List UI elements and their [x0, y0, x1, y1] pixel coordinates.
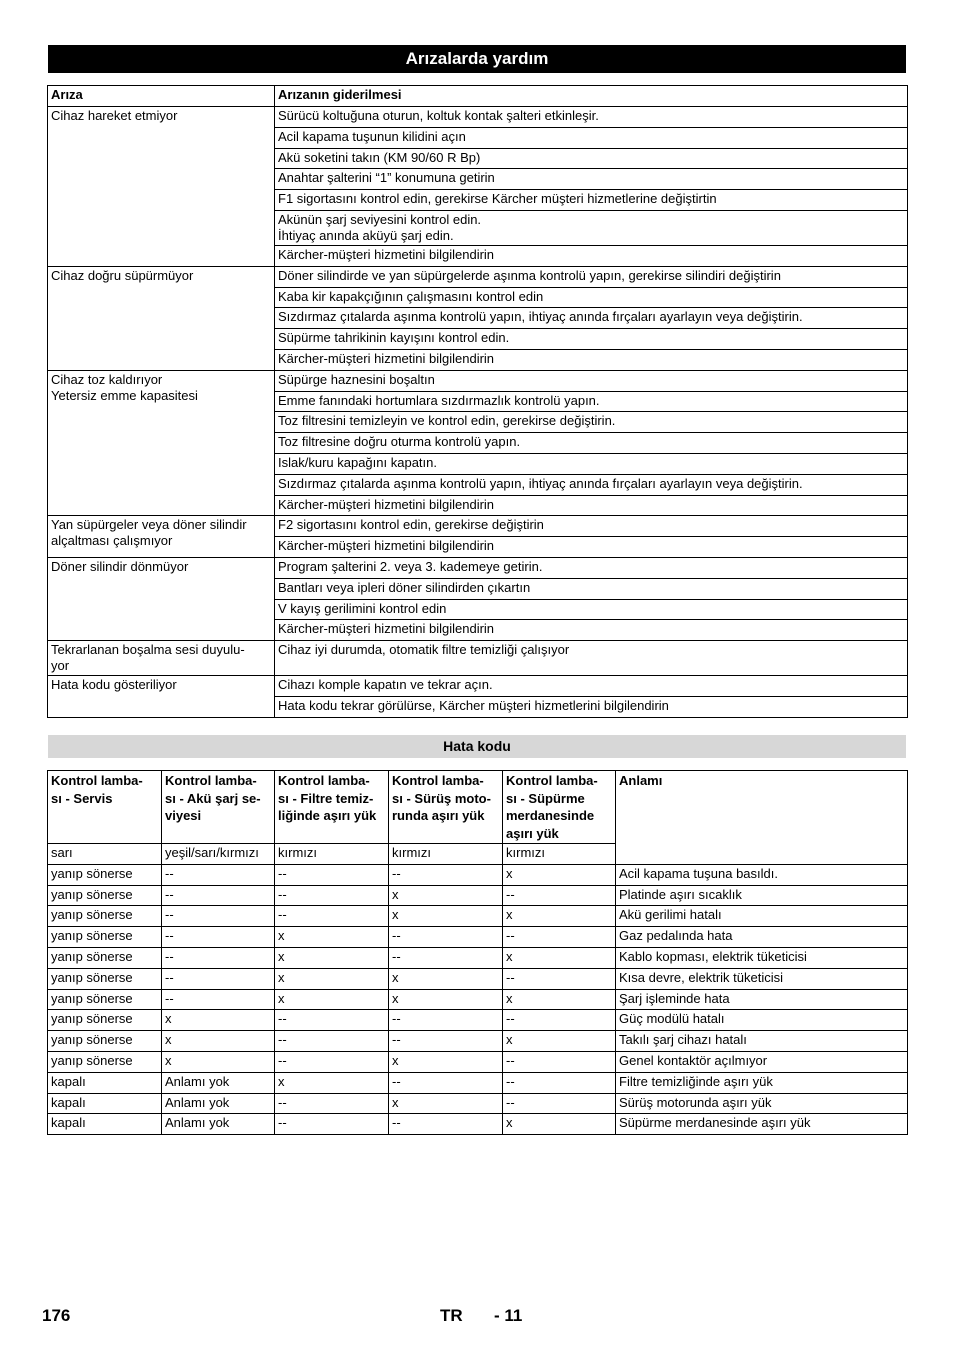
fix-cell: Islak/kuru kapağını kapatın.: [275, 453, 908, 474]
col-header-lamp: Kontrol lamba- sı - Servis: [48, 771, 162, 844]
lamp-state-cell: --: [275, 864, 389, 885]
fix-cell: Toz filtresine doğru oturma kontrolü yapın.: [275, 433, 908, 454]
lamp-state-cell: --: [162, 989, 275, 1010]
lamp-state-cell: --: [389, 1031, 503, 1052]
col-header-lamp: Kontrol lamba- sı - Süpürme merdanesinde aşırı yük: [503, 771, 616, 844]
fix-cell: Akünün şarj seviyesini kontrol edin. İhtiyaç anında aküyü şarj edin.: [275, 210, 908, 245]
lamp-state-cell: x: [275, 989, 389, 1010]
lamp-state-cell: x: [503, 1114, 616, 1135]
fix-cell: Kärcher-müşteri hizmetini bilgilendirin: [275, 537, 908, 558]
table-row: [48, 1093, 908, 1114]
fault-row: [48, 516, 908, 537]
troubleshooting-table: [47, 85, 908, 718]
fix-cell: Kärcher-müşteri hizmetini bilgilendirin: [275, 495, 908, 516]
lamp-color-cell: yeşil/sarı/kırmızı: [162, 844, 275, 865]
meaning-cell: Akü gerilimi hatalı: [616, 906, 908, 927]
lamp-state-cell: --: [275, 1093, 389, 1114]
table-row: [48, 968, 908, 989]
lamp-state-cell: kapalı: [48, 1114, 162, 1135]
fault-row: [48, 266, 908, 287]
fix-cell: Cihazı komple kapatın ve tekrar açın.: [275, 676, 908, 697]
lamp-state-cell: yanıp sönerse: [48, 989, 162, 1010]
lamp-state-cell: x: [162, 1051, 275, 1072]
sub-page-number: - 11: [494, 1306, 523, 1325]
meaning-cell: Güç modülü hatalı: [616, 1010, 908, 1031]
table-row: [48, 1114, 908, 1135]
lamp-state-cell: --: [503, 968, 616, 989]
fault-row: [48, 557, 908, 578]
fault-cell: Döner silindir dönmüyor: [48, 557, 275, 640]
fix-cell: Sızdırmaz çıtalarda aşınma kontrolü yapın, ihtiyaç anında fırçaları ayarlayın veya değiştirin.: [275, 308, 908, 329]
table-row: [48, 1051, 908, 1072]
fix-cell: Bantları veya ipleri döner silindirden çıkartın: [275, 578, 908, 599]
lamp-color-cell: sarı: [48, 844, 162, 865]
col-header-fault: Arıza: [48, 86, 275, 107]
lamp-state-cell: yanıp sönerse: [48, 927, 162, 948]
lamp-state-cell: yanıp sönerse: [48, 906, 162, 927]
lamp-state-cell: --: [275, 1114, 389, 1135]
lamp-state-cell: --: [162, 864, 275, 885]
table-row: [48, 885, 908, 906]
lamp-state-cell: x: [389, 1051, 503, 1072]
page-number: 176: [42, 1306, 71, 1325]
lamp-state-cell: --: [389, 947, 503, 968]
error-code-heading: Hata kodu: [48, 735, 906, 758]
meaning-cell: Genel kontaktör açılmıyor: [616, 1051, 908, 1072]
meaning-cell: Şarj işleminde hata: [616, 989, 908, 1010]
lamp-state-cell: --: [503, 885, 616, 906]
fix-cell: Kärcher-müşteri hizmetini bilgilendirin: [275, 349, 908, 370]
lamp-state-cell: --: [275, 1051, 389, 1072]
lamp-state-cell: x: [162, 1031, 275, 1052]
lamp-state-cell: kapalı: [48, 1072, 162, 1093]
fix-cell: Emme fanındaki hortumlara sızdırmazlık kontrolü yapın.: [275, 391, 908, 412]
fix-cell: Akü soketini takın (KM 90/60 R Bp): [275, 148, 908, 169]
fault-row: [48, 107, 908, 128]
fix-cell: Hata kodu tekrar görülürse, Kärcher müşteri hizmetlerini bilgilendirin: [275, 696, 908, 717]
fault-row: [48, 370, 908, 391]
lamp-state-cell: yanıp sönerse: [48, 947, 162, 968]
fault-row: [48, 641, 908, 676]
fix-cell: Anahtar şalterini “1” konumuna getirin: [275, 169, 908, 190]
lamp-state-cell: x: [275, 927, 389, 948]
lamp-state-cell: x: [389, 906, 503, 927]
lamp-state-cell: --: [275, 1010, 389, 1031]
meaning-cell: Filtre temizliğinde aşırı yük: [616, 1072, 908, 1093]
lamp-state-cell: --: [503, 927, 616, 948]
col-header-lamp: Kontrol lamba- sı - Akü şarj se- viyesi: [162, 771, 275, 844]
lamp-state-cell: --: [162, 968, 275, 989]
table-row: [48, 947, 908, 968]
fix-cell: Sızdırmaz çıtalarda aşınma kontrolü yapın, ihtiyaç anında fırçaları ayarlayın veya değiştirin.: [275, 474, 908, 495]
table-row: [48, 1031, 908, 1052]
lamp-state-cell: x: [162, 1010, 275, 1031]
fix-cell: F2 sigortasını kontrol edin, gerekirse değiştirin: [275, 516, 908, 537]
lamp-state-cell: --: [389, 1010, 503, 1031]
fix-cell: Döner silindirde ve yan süpürgelerde aşınma kontrolü yapın, gerekirse silindiri değiştirin: [275, 266, 908, 287]
lamp-state-cell: x: [389, 885, 503, 906]
lamp-state-cell: yanıp sönerse: [48, 885, 162, 906]
col-header-lamp: Kontrol lamba- sı - Sürüş moto- runda aşırı yük: [389, 771, 503, 844]
lamp-state-cell: --: [275, 1031, 389, 1052]
lamp-state-cell: --: [162, 947, 275, 968]
lamp-state-cell: yanıp sönerse: [48, 864, 162, 885]
lamp-state-cell: --: [389, 1114, 503, 1135]
table-row: [48, 906, 908, 927]
fault-cell: Tekrarlanan boşalma sesi duyulu- yor: [48, 641, 275, 676]
lamp-color-cell: kırmızı: [389, 844, 503, 865]
fix-cell: Süpürme tahrikinin kayışını kontrol edin.: [275, 329, 908, 350]
lamp-state-cell: x: [389, 968, 503, 989]
table-row: [48, 927, 908, 948]
lamp-state-cell: yanıp sönerse: [48, 1031, 162, 1052]
lamp-state-cell: --: [389, 864, 503, 885]
lamp-state-cell: x: [503, 906, 616, 927]
fix-cell: Program şalterini 2. veya 3. kademeye getirin.: [275, 557, 908, 578]
lamp-state-cell: x: [275, 968, 389, 989]
meaning-cell: Kısa devre, elektrik tüketicisi: [616, 968, 908, 989]
lamp-state-cell: --: [162, 927, 275, 948]
lamp-state-cell: --: [275, 885, 389, 906]
lamp-state-cell: Anlamı yok: [162, 1072, 275, 1093]
lamp-state-cell: --: [503, 1051, 616, 1072]
fix-cell: Kärcher-müşteri hizmetini bilgilendirin: [275, 245, 908, 266]
meaning-cell: Platinde aşırı sıcaklık: [616, 885, 908, 906]
lamp-color-cell: kırmızı: [275, 844, 389, 865]
col-header-lamp: Kontrol lamba- sı - Filtre temiz- liğinde aşırı yük: [275, 771, 389, 844]
table-row: [48, 1010, 908, 1031]
fix-cell: Sürücü koltuğuna oturun, koltuk kontak şalteri etkinleşir.: [275, 107, 908, 128]
meaning-cell: Acil kapama tuşuna basıldı.: [616, 864, 908, 885]
lamp-state-cell: --: [275, 906, 389, 927]
fix-cell: F1 sigortasını kontrol edin, gerekirse Kärcher müşteri hizmetlerine değiştirtin: [275, 190, 908, 211]
fix-cell: Cihaz iyi durumda, otomatik filtre temizliği çalışıyor: [275, 641, 908, 676]
lamp-state-cell: --: [389, 1072, 503, 1093]
lamp-state-cell: yanıp sönerse: [48, 1051, 162, 1072]
fault-cell: Hata kodu gösteriliyor: [48, 676, 275, 718]
header-row: [48, 771, 908, 844]
fix-cell: Acil kapama tuşunun kilidini açın: [275, 127, 908, 148]
language-code: TR: [440, 1306, 463, 1325]
meaning-cell: Sürüş motorunda aşırı yük: [616, 1093, 908, 1114]
lamp-state-cell: x: [503, 947, 616, 968]
lamp-state-cell: Anlamı yok: [162, 1093, 275, 1114]
fault-cell: Cihaz doğru süpürmüyor: [48, 266, 275, 370]
lamp-state-cell: x: [275, 947, 389, 968]
col-header-meaning: Anlamı: [616, 771, 908, 865]
fault-cell: Cihaz toz kaldırıyor Yetersiz emme kapasitesi: [48, 370, 275, 516]
fix-cell: V kayış gerilimini kontrol edin: [275, 599, 908, 620]
lamp-state-cell: --: [389, 927, 503, 948]
section-title: Arızalarda yardım: [48, 45, 906, 73]
table-row: [48, 1072, 908, 1093]
fault-row: [48, 676, 908, 697]
lamp-state-cell: x: [503, 989, 616, 1010]
meaning-cell: Gaz pedalında hata: [616, 927, 908, 948]
error-code-table: [47, 770, 908, 1135]
lamp-state-cell: --: [503, 1072, 616, 1093]
lamp-state-cell: --: [162, 885, 275, 906]
lamp-state-cell: yanıp sönerse: [48, 968, 162, 989]
fault-cell: Yan süpürgeler veya döner silindir alçaltması çalışmıyor: [48, 516, 275, 558]
lamp-state-cell: x: [503, 864, 616, 885]
col-header-fix: Arızanın giderilmesi: [275, 86, 908, 107]
lamp-state-cell: yanıp sönerse: [48, 1010, 162, 1031]
meaning-cell: Kablo kopması, elektrik tüketicisi: [616, 947, 908, 968]
fault-cell: Cihaz hareket etmiyor: [48, 107, 275, 267]
lamp-state-cell: --: [162, 906, 275, 927]
lamp-state-cell: x: [275, 1072, 389, 1093]
lamp-color-cell: kırmızı: [503, 844, 616, 865]
table-row: [48, 989, 908, 1010]
lamp-state-cell: x: [389, 1093, 503, 1114]
lamp-state-cell: --: [503, 1093, 616, 1114]
lamp-state-cell: x: [503, 1031, 616, 1052]
lamp-state-cell: x: [389, 989, 503, 1010]
lamp-state-cell: kapalı: [48, 1093, 162, 1114]
fix-cell: Kaba kir kapakçığının çalışmasını kontrol edin: [275, 287, 908, 308]
lamp-state-cell: --: [503, 1010, 616, 1031]
fix-cell: Toz filtresini temizleyin ve kontrol edin, gerekirse değiştirin.: [275, 412, 908, 433]
fix-cell: Süpürge haznesini boşaltın: [275, 370, 908, 391]
meaning-cell: Takılı şarj cihazı hatalı: [616, 1031, 908, 1052]
fix-cell: Kärcher-müşteri hizmetini bilgilendirin: [275, 620, 908, 641]
table-row: [48, 864, 908, 885]
meaning-cell: Süpürme merdanesinde aşırı yük: [616, 1114, 908, 1135]
lamp-state-cell: Anlamı yok: [162, 1114, 275, 1135]
